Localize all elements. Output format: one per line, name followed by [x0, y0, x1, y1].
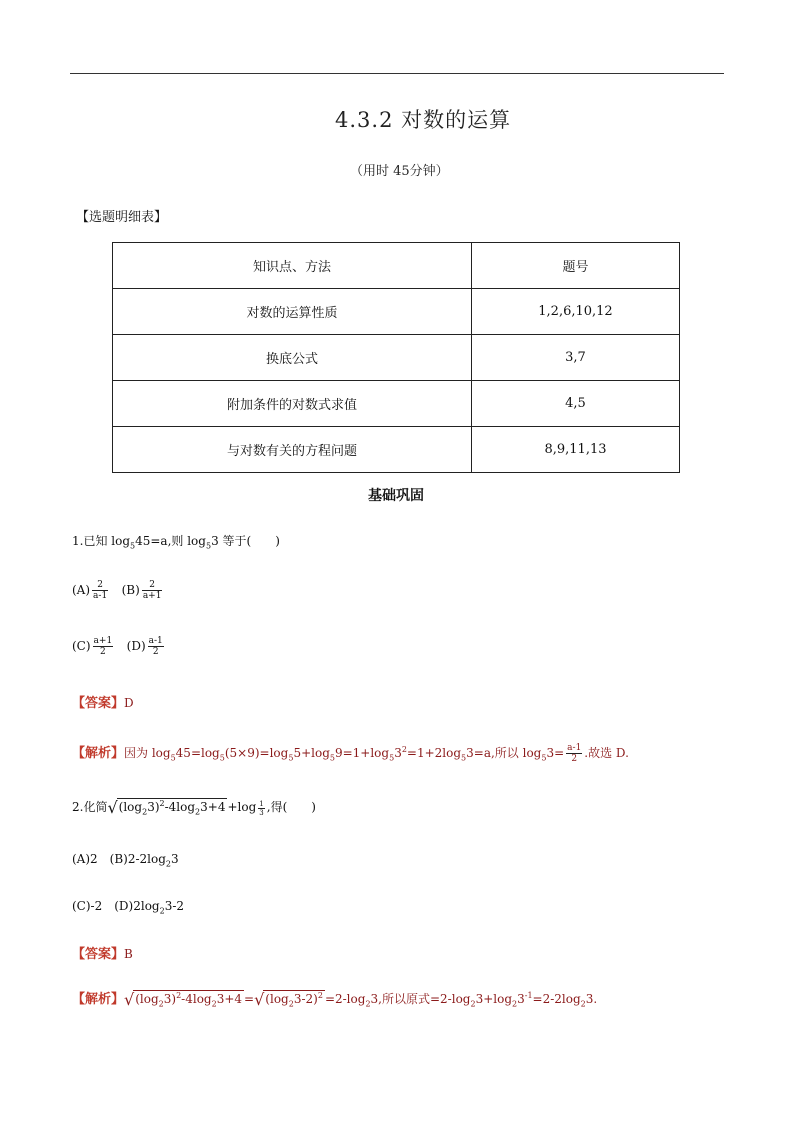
topic-table	[112, 242, 680, 473]
analysis-tag: 【解析】	[72, 992, 125, 1007]
question-1-stem: 1.已知 $\log_545=a$,则 $\log_53$ 等于( )	[72, 534, 280, 551]
table-cell: 4,5	[472, 381, 680, 427]
option-d-fraction: $\frac{a-1}{2}$	[148, 636, 163, 657]
answer-value: B	[124, 947, 133, 961]
option-c-fraction: $\frac{a+1}{2}$	[93, 636, 113, 657]
answer-tag: 【答案】	[72, 947, 125, 962]
page-title: 4.3.2 对数的运算	[335, 108, 512, 132]
table-header-row	[113, 243, 680, 289]
table-cell: 3,7	[472, 335, 680, 381]
top-rule	[70, 73, 724, 74]
option-a-label: (A)	[72, 583, 91, 597]
question-1-options-ab	[72, 580, 164, 601]
table-cell: 与对数有关的方程问题	[113, 427, 472, 473]
option-b-fraction: $\frac{2}{a+1}$	[142, 580, 162, 601]
analysis-tag: 【解析】	[72, 746, 125, 761]
table-cell: 对数的运算性质	[113, 289, 472, 335]
table-cell: 换底公式	[113, 335, 472, 381]
question-2-answer	[72, 943, 133, 962]
question-1-analysis: 【解析】因为 $\log_545=\log_5(5\times 9)=\log_55+\log_59=1+\log_53^2=1+2\log_53=a$,所以 $\log_53=$ $\frac{a-1}{2}$ .故选 D.	[72, 743, 629, 764]
table-row	[113, 335, 680, 381]
radicand: $(\log_23)^2-4\log_23+4$	[135, 991, 243, 1009]
table-cell: 附加条件的对数式求值	[113, 381, 472, 427]
radicand: $(\log_23)^2-4\log_23+4$	[118, 799, 226, 817]
option-a-fraction: $\frac{2}{a-1}$	[93, 580, 108, 601]
option-b-label: (B)	[121, 583, 140, 597]
table-row	[113, 381, 680, 427]
sqrt-sign: √	[254, 990, 265, 1009]
answer-value: D	[124, 696, 134, 710]
sqrt-sign: √	[124, 990, 135, 1009]
question-1-answer	[72, 692, 134, 711]
option-c-label: (C)	[72, 639, 91, 653]
table-row	[113, 289, 680, 335]
question-1-options-cd	[72, 636, 166, 657]
table-header-cell: 知识点、方法	[113, 243, 472, 289]
question-2-analysis: 【解析】$√(\log_23)^2-4\log_23+4 =√(\log_23-2)^2 =2-\log_23$,所以原式$=2-\log_23+\log_23^{-1}=2-2\log_23$.	[72, 990, 598, 1009]
sqrt-sign: √	[107, 798, 118, 817]
table-cell: 1,2,6,10,12	[472, 289, 680, 335]
basics-heading: 基础巩固	[368, 488, 424, 504]
answer-tag: 【答案】	[72, 696, 125, 711]
radicand: $(\log_23-2)^2$	[265, 991, 323, 1009]
table-row	[113, 427, 680, 473]
question-2-options-cd: (C)-2 $(D)2\log_23-2$	[72, 899, 185, 916]
question-2-stem: 2.化简$√(\log_23)^2-4\log_23+4 +\log$ $\frac{1}{3}$ ,得( )	[72, 798, 316, 817]
time-note: （用时 45分钟）	[350, 164, 449, 179]
analysis-fraction: $\frac{a-1}{2}$	[567, 743, 582, 764]
table-cell: 8,9,11,13	[472, 427, 680, 473]
table-header-cell: 题号	[472, 243, 680, 289]
section-label: 【选题明细表】	[76, 210, 168, 225]
option-d-label: (D)	[126, 639, 146, 653]
question-2-options-ab: (A)2 $(B)2-2\log_23$	[72, 852, 179, 869]
log-base-fraction: $\frac{1}{3}$	[259, 800, 264, 817]
